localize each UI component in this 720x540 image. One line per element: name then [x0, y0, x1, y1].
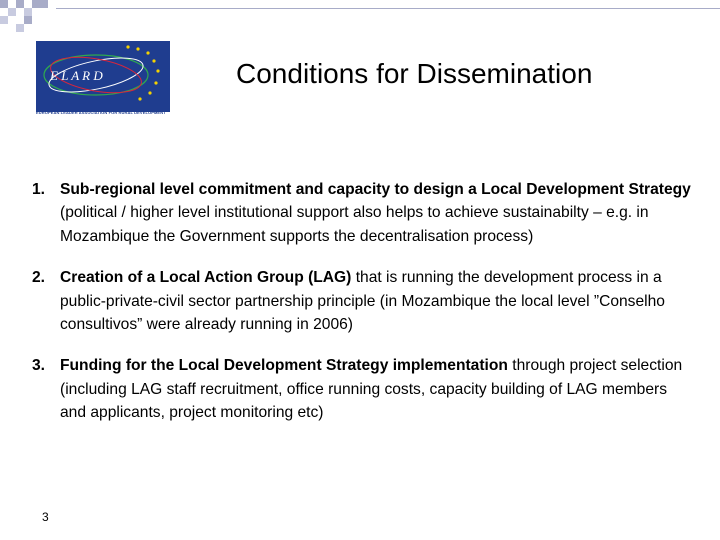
logo-letters: E L A R D	[50, 68, 103, 83]
item-text: (political / higher level institutional support also helps to achieve sustainabilty – e.g. in Mozambique the Government supports the decentralisation process)	[60, 204, 649, 245]
item-text: that is running the development process in a public-private-civil sector partnership principle (in Mozambique the local level ”Conselho consultivos” were already running in 2006)	[60, 269, 665, 334]
item-number: 3.	[32, 357, 46, 375]
item-bold-text: Funding for the Local Development Strategy implementation	[60, 357, 508, 375]
item-number: 1.	[32, 181, 46, 198]
page-number: 3	[42, 510, 49, 524]
item-bold-text: Sub-regional level commitment and capacity to design a Local Development Strategy	[60, 181, 691, 198]
conditions-list	[32, 178, 692, 443]
decorative-squares	[0, 0, 720, 40]
list-item	[32, 266, 692, 336]
list-item	[32, 354, 692, 424]
item-text: through project selection (including LAG staff recruitment, office running costs, capacity building of LAG members and applicants, project monitoring etc)	[60, 357, 683, 422]
item-bold-text: Creation of a Local Action Group (LAG)	[60, 269, 352, 287]
slide-title: Conditions for Dissemination	[236, 58, 593, 89]
elard-logo	[36, 41, 170, 112]
logo-graphic	[36, 41, 170, 112]
list-item	[32, 178, 692, 248]
item-number: 2.	[32, 269, 46, 287]
logo-tagline: EUROPEAN LEADER ASSOCIATION FOR RURAL DEVELOPMENT	[36, 110, 166, 115]
